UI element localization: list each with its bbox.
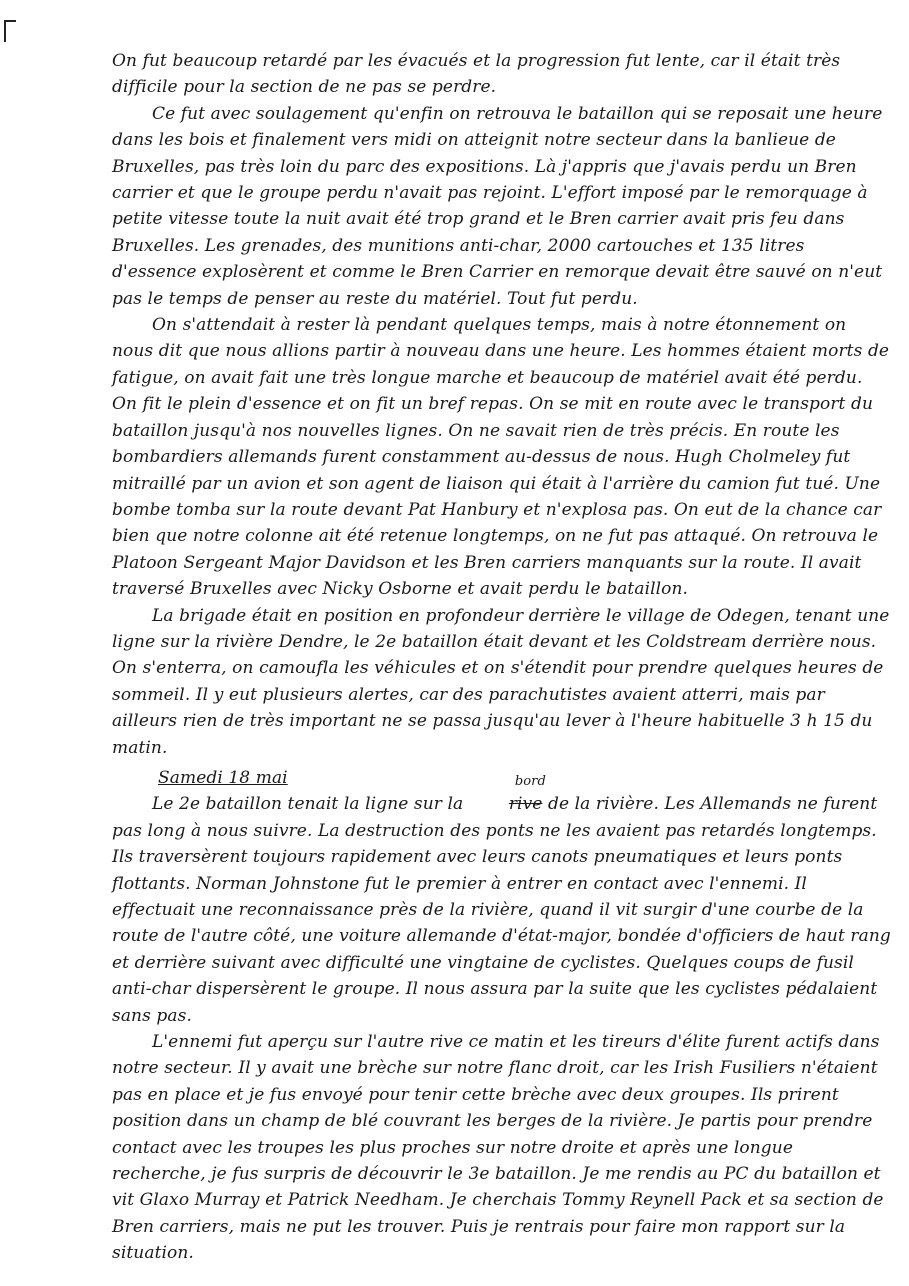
page-corner-mark (4, 20, 16, 42)
paragraph-3: On s'attendait à rester là pendant quelques temps, mais à notre étonnement on nous dit que nous allions partir à nouveau dans une heure. Les hommes étaient morts de fatigue, on avait fait une très longue marche et beaucoup de matériel avait été perdu. On fit le plein d'essence et on fit un bref repas. On se mit en route avec le transport du bataillon jusqu'à nos nouvelles lignes. On ne savait rien de très précis. En route les bombardiers allemands furent constamment au-dessus de nous. Hugh Cholmeley fut mitraillé par un avion et son agent de liaison qui était à l'arrière du camion fut tué. Une bombe tomba sur la route devant Pat Hanbury et n'explosa pas. On eut de la chance car bien que notre colonne ait été retenue longtemps, on ne fut pas attaqué. On retrouva le Platoon Sergeant Major Davidson et les Bren carriers manquants sur la route. Il avait traversé Bruxelles avec Nicky Osborne et avait perdu le bataillon. (112, 315, 890, 600)
paragraph-1: On fut beaucoup retardé par les évacués et la progression fut lente, car il était très difficile pour la section de ne pas se perdre. (112, 51, 841, 98)
word-correction (469, 774, 546, 817)
paragraph-4: La brigade était en position en profondeur derrière le village de Odegen, tenant une ligne sur la rivière Dendre, le 2e bataillon était devant et les Coldstream derrière nous. On s'enterra, on camoufla les véhicules et on s'étendit pour prendre quelques heures de sommeil. Il y eut plusieurs alertes, car des parachutistes avaient atterri, mais par ailleurs rien de très important ne se passa jusqu'au lever à l'heure habituelle 3 h 15 du matin. (112, 605, 890, 758)
paragraph-6: L'ennemi fut aperçu sur l'autre rive ce matin et les tireurs d'élite furent actifs dans notre secteur. Il y avait une brèche sur notre flanc droit, car les Irish Fusiliers n'étaient pas en place et je fus envoyé pour tenir cette brèche avec deux groupes. Ils prirent position dans un champ de blé couvrant les berges de la rivière. Je partis pour prendre contact avec les troupes les plus proches sur notre droite et après une longue recherche, je fus surpris de découvrir le 3e bataillon. Je me rendis au PC du bataillon et vit Glaxo Murray et Patrick Needham. Je cherchais Tommy Reynell Pack et sa section de Bren carriers, mais ne put les trouver. Puis je rentrais pour faire mon rapport sur la situation. (112, 1032, 884, 1264)
section-heading: Samedi 18 mai (158, 767, 288, 788)
paragraph-5-rest: de la rivière. Les Allemands ne furent pas long à nous suivre. La destruction des ponts ne les avaient pas retardés longtemps. Ils traversèrent toujours rapidement avec leurs canots pneumatiques et leurs ponts flottants. Norman Johnstone fut le premier à entrer en contact avec l'ennemi. Il effectuait une reconnaissance près de la rivière, quand il vit surgir d'une courbe de la route de l'autre côté, une voiture allemande d'état-major, bondée d'officiers de haut rang et derrière suivant avec difficulté une vingtaine de cyclistes. Quelques coups de fusil anti-char dispersèrent le groupe. Il nous assura par la suite que les cyclistes pédalaient sans pas. (112, 794, 891, 1026)
handwritten-page (112, 48, 892, 1267)
paragraph-2: Ce fut avec soulagement qu'enfin on retrouva le bataillon qui se reposait une heure dans les bois et finalement vers midi on atteignit notre secteur dans la banlieue de Bruxelles, pas très loin du parc des expositions. Là j'appris que j'avais perdu un Bren carrier et que le groupe perdu n'avait pas rejoint. L'effort imposé par le remorquage à petite vitesse toute la nuit avait été trop grand et le Bren carrier avait pris feu dans Bruxelles. Les grenades, des munitions anti-char, 2000 cartouches et 135 litres d'essence explosèrent et comme le Bren Carrier en remorque devait être sauvé on n'eut pas le temps de penser au reste du matériel. Tout fut perdu. (112, 103, 883, 309)
paragraph-5-start: Le 2e bataillon tenait la ligne sur la (152, 794, 464, 815)
inserted-word: bord (514, 774, 546, 790)
struck-word: rive (508, 794, 543, 815)
